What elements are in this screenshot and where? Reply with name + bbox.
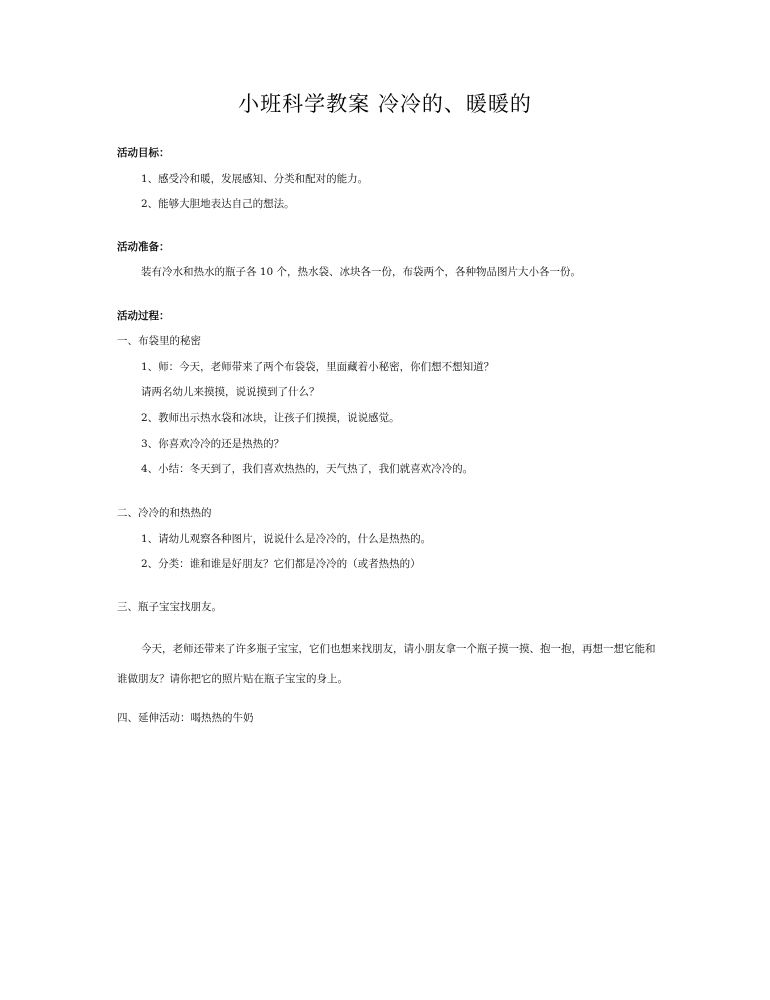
section1-item-2: 请两名幼儿来摸摸，说说摸到了什么？ [141, 386, 320, 398]
section1-item-3: 2、教师出示热水袋和冰块，让孩子们摸摸，说说感觉。 [141, 412, 400, 424]
section1-item-5: 4、小结：冬天到了，我们喜欢热热的，天气热了，我们就喜欢冷冷的。 [141, 463, 474, 475]
process-heading: 活动过程： [117, 310, 170, 322]
section2-heading: 二、冷冷的和热热的 [117, 507, 212, 519]
section1-item-1: 1、师：今天，老师带来了两个布袋袋，里面藏着小秘密，你们想不想知道？ [141, 361, 495, 373]
goal-item-1: 1、感受冷和暖，发展感知、分类和配对的能力。 [141, 173, 369, 185]
section2-item-2: 2、分类：谁和谁是好朋友？它们都是冷冷的（或者热热的） [141, 558, 421, 570]
page-title: 小班科学教案 冷冷的、暖暖的 [238, 92, 532, 116]
section4-heading: 四、延伸活动：喝热热的牛奶 [117, 712, 254, 724]
prep-heading: 活动准备： [117, 241, 170, 253]
goal-item-2: 2、能够大胆地表达自己的想法。 [141, 198, 295, 210]
section1-item-4: 3、你喜欢冷冷的还是热热的？ [141, 438, 285, 450]
section2-item-1: 1、请幼儿观察各种图片，说说什么是冷冷的，什么是热热的。 [141, 533, 432, 545]
goals-heading: 活动目标： [117, 147, 170, 159]
section3-paragraph: 今天，老师还带来了许多瓶子宝宝，它们也想来找朋友，请小朋友拿一个瓶子摸一摸、抱一抱，再想一想它能和谁做朋友？请你把它的照片贴在瓶子宝宝的身上。 [117, 643, 656, 685]
section1-heading: 一、布袋里的秘密 [117, 335, 201, 347]
section3-heading: 三、瓶子宝宝找朋友。 [117, 601, 222, 613]
prep-text: 装有冷水和热水的瓶子各 10 个，热水袋、冰块各一份，布袋两个，各种物品图片大小各一份。 [141, 266, 582, 278]
